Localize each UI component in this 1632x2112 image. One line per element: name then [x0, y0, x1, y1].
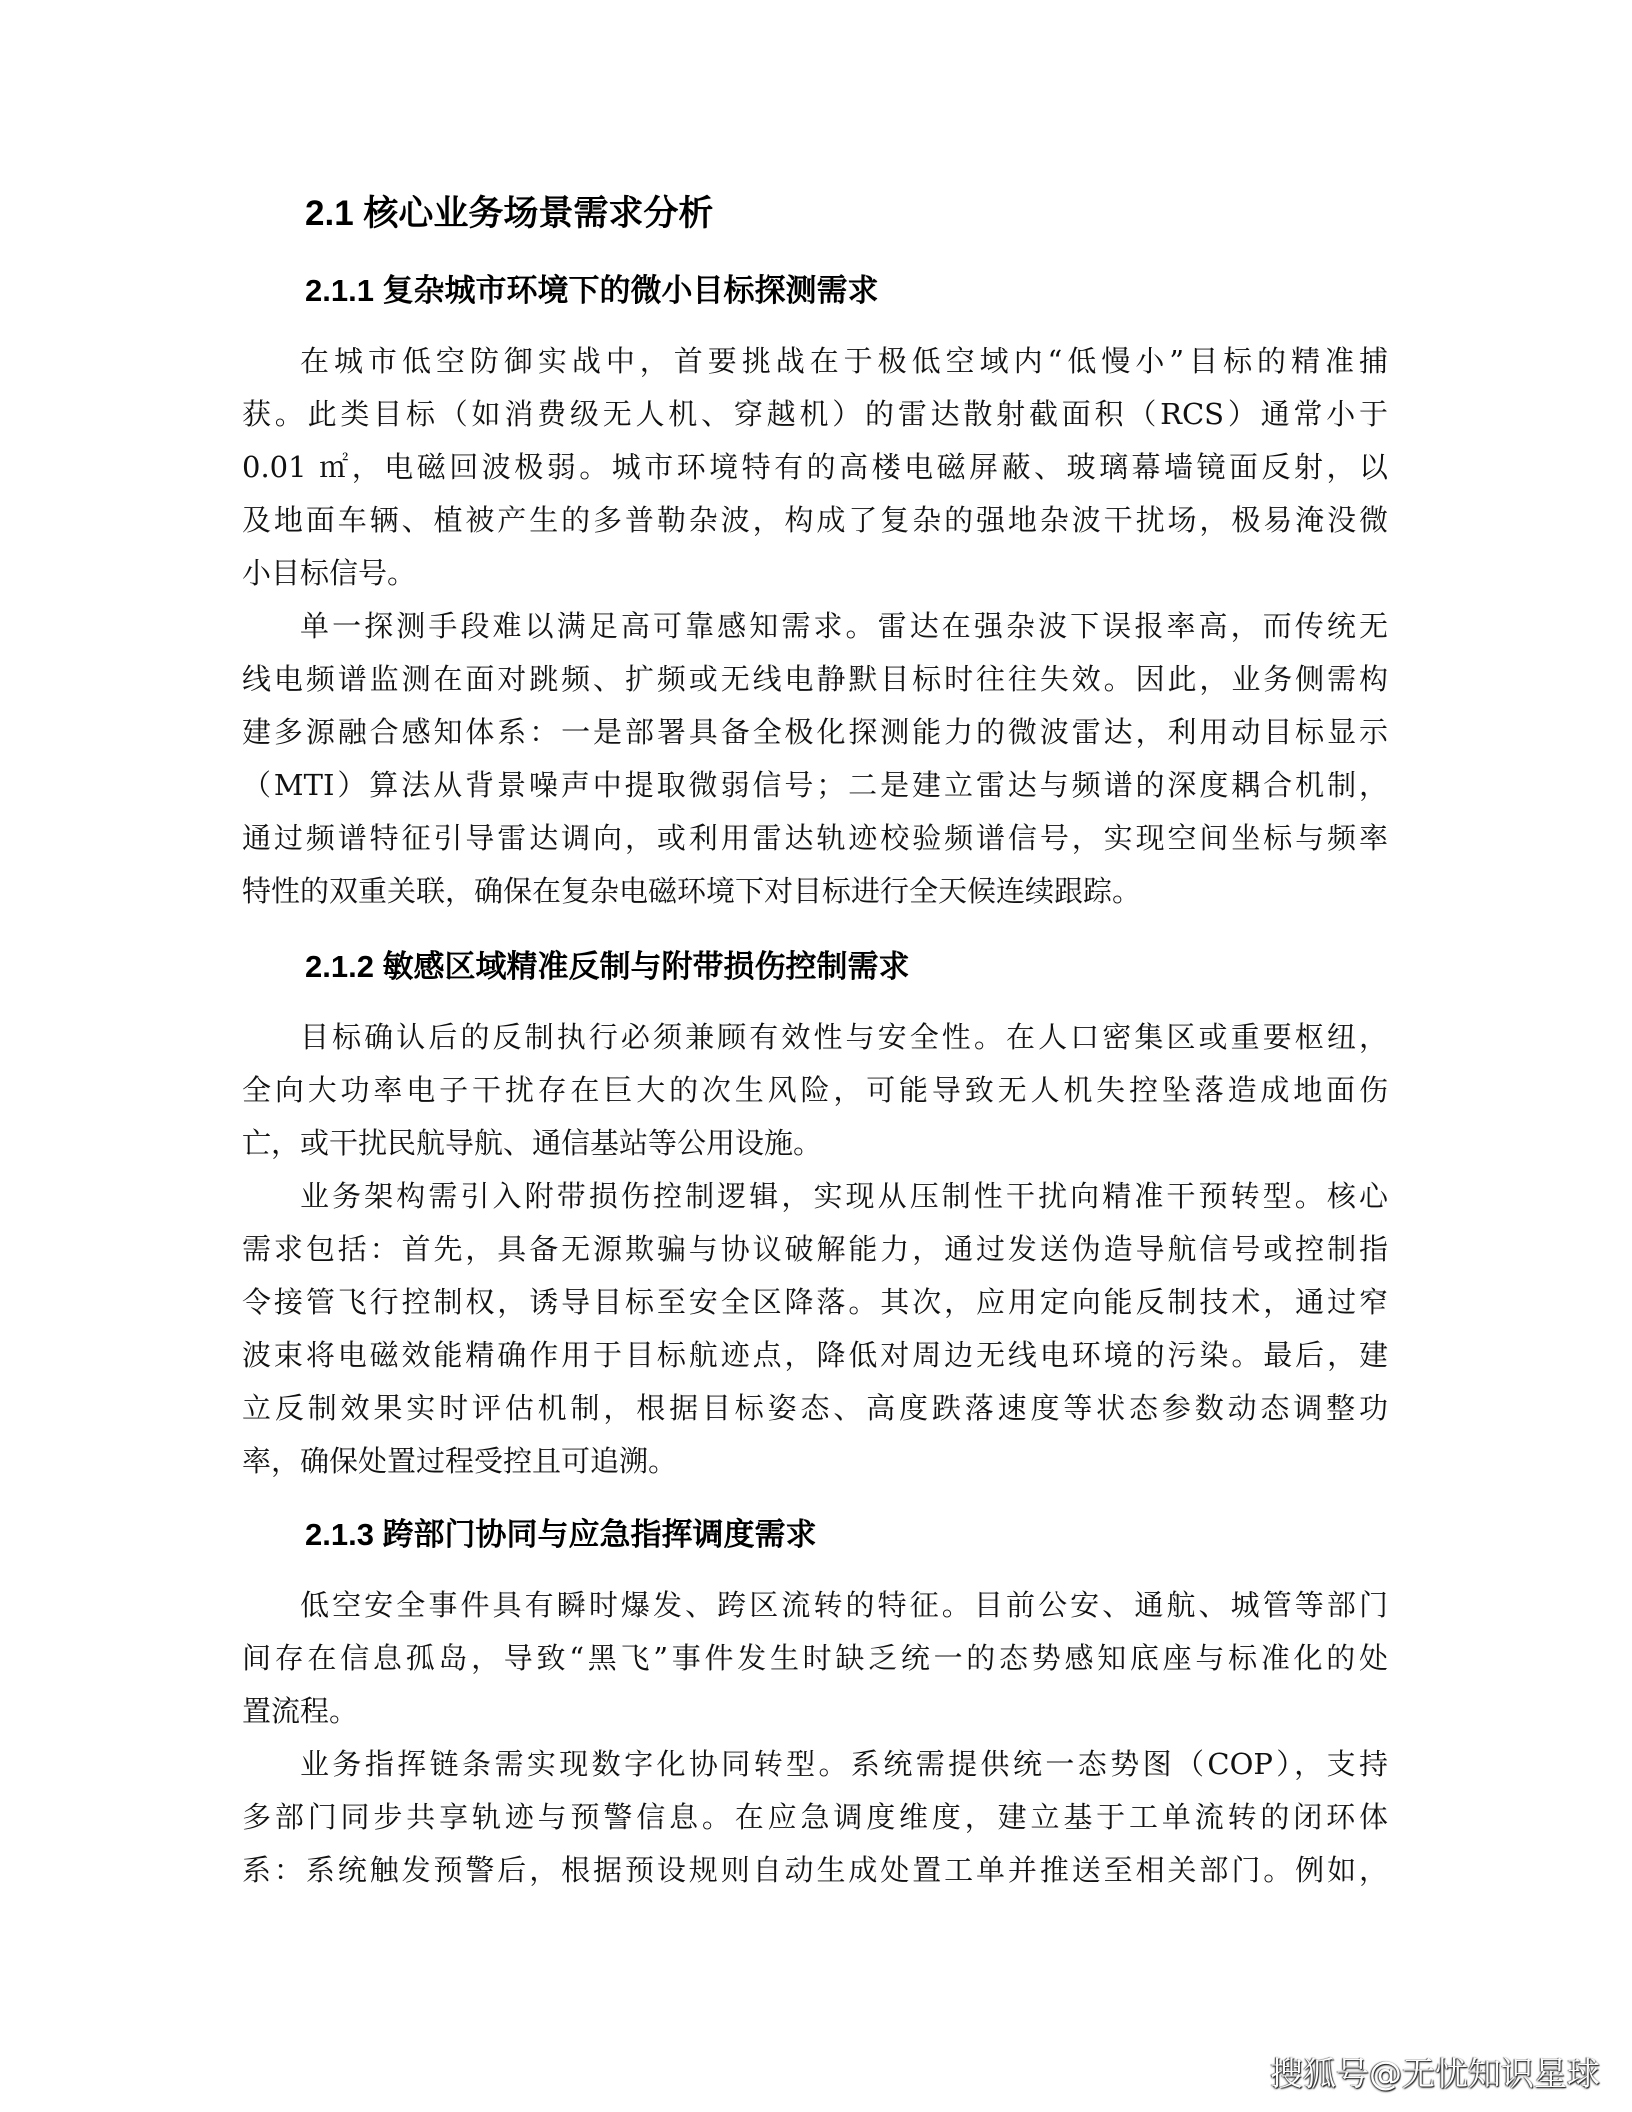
text-line: 间存在信息孤岛，导致“黑飞”事件发生时缺乏统一的态势感知底座与标准化的处 [242, 1641, 1388, 1675]
text-line: 立反制效果实时评估机制，根据目标姿态、高度跌落速度等状态参数动态调整功 [242, 1391, 1388, 1425]
subsection-heading-2-1-2: 2.1.2 敏感区域精准反制与附带损伤控制需求 [305, 949, 910, 984]
text-line: 率，确保处置过程受控且可追溯。 [242, 1444, 678, 1478]
text-line: 业务指挥链条需实现数字化协同转型。系统需提供统一态势图（COP），支持 [300, 1747, 1388, 1781]
text-line: 令接管飞行控制权，诱导目标至安全区降落。其次，应用定向能反制技术，通过窄 [242, 1285, 1388, 1319]
text-line: 建多源融合感知体系：一是部署具备全极化探测能力的微波雷达，利用动目标显示 [242, 715, 1388, 749]
text-line: 多部门同步共享轨迹与预警信息。在应急调度维度，建立基于工单流转的闭环体 [242, 1800, 1388, 1834]
text-line: 在城市低空防御实战中，首要挑战在于极低空域内“低慢小”目标的精准捕 [300, 344, 1388, 378]
text-line: （MTI）算法从背景噪声中提取微弱信号；二是建立雷达与频谱的深度耦合机制， [242, 768, 1388, 802]
subsection-heading-2-1-1: 2.1.1 复杂城市环境下的微小目标探测需求 [305, 273, 879, 308]
text-line: 亡，或干扰民航导航、通信基站等公用设施。 [242, 1126, 823, 1160]
text-line: 通过频谱特征引导雷达调向，或利用雷达轨迹校验频谱信号，实现空间坐标与频率 [242, 821, 1388, 855]
watermark: 搜狐号@无忧知识星球 [1270, 2054, 1600, 2093]
text-line: 0.01 ㎡，电磁回波极弱。城市环境特有的高楼电磁屏蔽、玻璃幕墙镜面反射，以 [242, 450, 1388, 484]
text-line: 业务架构需引入附带损伤控制逻辑，实现从压制性干扰向精准干预转型。核心 [300, 1179, 1388, 1213]
text-line: 低空安全事件具有瞬时爆发、跨区流转的特征。目前公安、通航、城管等部门 [300, 1588, 1388, 1622]
text-line: 系：系统触发预警后，根据预设规则自动生成处置工单并推送至相关部门。例如， [242, 1853, 1388, 1887]
text-line: 小目标信号。 [242, 556, 417, 590]
text-line: 波束将电磁效能精确作用于目标航迹点，降低对周边无线电环境的污染。最后，建 [242, 1338, 1388, 1372]
text-line: 特性的双重关联，确保在复杂电磁环境下对目标进行全天候连续跟踪。 [242, 874, 1142, 908]
text-line: 目标确认后的反制执行必须兼顾有效性与安全性。在人口密集区或重要枢纽， [300, 1020, 1388, 1054]
text-line: 置流程。 [242, 1694, 359, 1728]
text-line: 全向大功率电子干扰存在巨大的次生风险，可能导致无人机失控坠落造成地面伤 [242, 1073, 1388, 1107]
text-line: 线电频谱监测在面对跳频、扩频或无线电静默目标时往往失效。因此，业务侧需构 [242, 662, 1388, 696]
subsection-heading-2-1-3: 2.1.3 跨部门协同与应急指挥调度需求 [305, 1517, 817, 1552]
text-line: 获。此类目标（如消费级无人机、穿越机）的雷达散射截面积（RCS）通常小于 [242, 397, 1388, 431]
text-line: 及地面车辆、植被产生的多普勒杂波，构成了复杂的强地杂波干扰场，极易淹没微 [242, 503, 1388, 537]
section-heading: 2.1 核心业务场景需求分析 [305, 194, 714, 233]
text-line: 需求包括：首先，具备无源欺骗与协议破解能力，通过发送伪造导航信号或控制指 [242, 1232, 1388, 1266]
text-line: 单一探测手段难以满足高可靠感知需求。雷达在强杂波下误报率高，而传统无 [300, 609, 1388, 643]
